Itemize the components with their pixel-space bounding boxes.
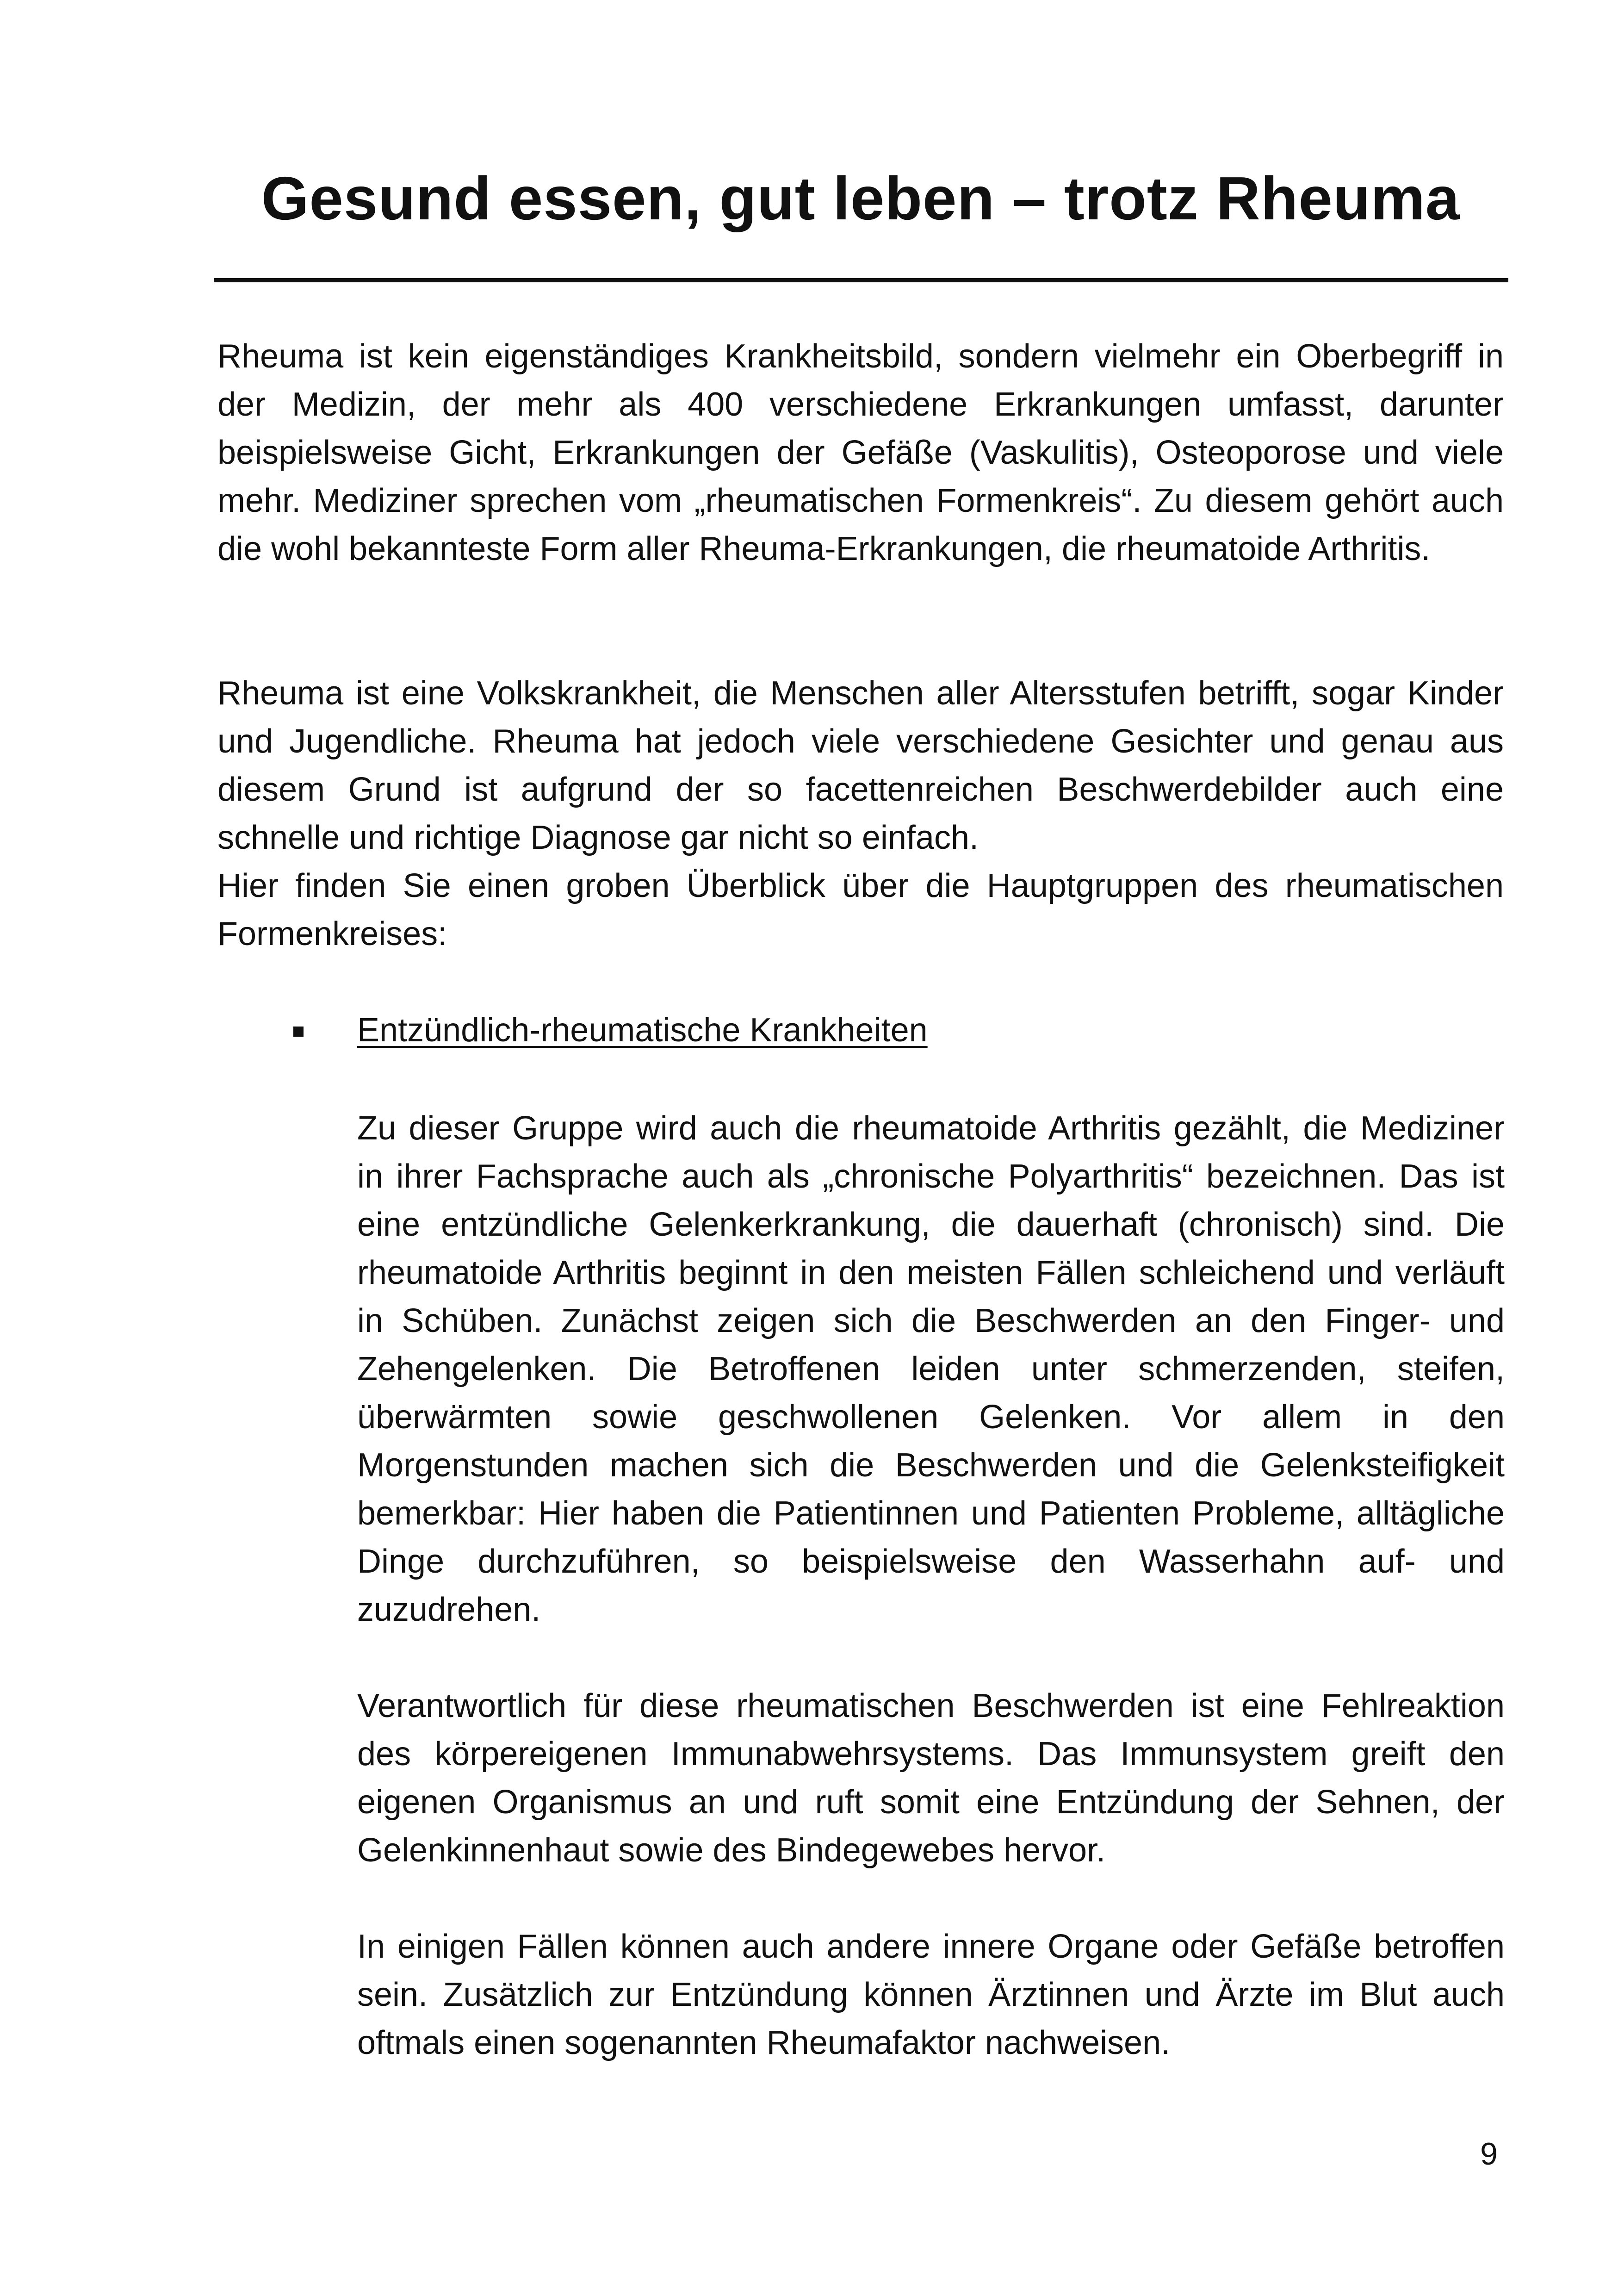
section-heading: Entzündlich-rheumatische Krankheiten bbox=[357, 1012, 928, 1049]
section-paragraph: Verantwortlich für diese rheumatischen Beschwerden ist eine Fehlreaktion des körpereigenen Immunabwehrsystems. Das Immunsystem greift den eigenen Organismus an und ruft somit eine Entzündung der Sehnen, der Gelenkinnenhaut sowie des Bindegewebes hervor. bbox=[357, 1687, 1505, 1869]
title-divider bbox=[214, 278, 1508, 282]
page-number: 9 bbox=[1480, 2136, 1498, 2172]
section-paragraph: Zu dieser Gruppe wird auch die rheumatoide Arthritis gezählt, die Mediziner in ihrer Fachsprache auch als „chronische Polyarthritis“ bezeichnen. Das ist eine entzündliche Gelenkerkrankung, die dauerhaft (chronisch) sind. Die rheumatoide Arthritis beginnt in den meisten Fällen schleichend und verläuft in Schüben. Zunächst zeigen sich die Beschwerden an den Finger- und Zehengelenken. Die Betroffenen leiden unter schmerzenden, steifen, überwärmten sowie geschwollenen Gelenken. Vor allem in den Morgenstunden machen sich die Beschwerden und die Gelenksteifigkeit bemerkbar: Hier haben die Patientinnen und Patienten Probleme, alltägliche Dinge durchzuführen, so beispielsweise den Wasserhahn auf- und zuzudrehen. bbox=[357, 1110, 1505, 1628]
body-paragraph: Rheuma ist eine Volkskrankheit, die Menschen aller Altersstufen betrifft, sogar Kinder und Jugendliche. Rheuma hat jedoch viele verschiedene Gesichter und genau aus diesem Grund ist aufgrund der so facettenreichen Beschwerdebilder auch eine schnelle und richtige Diagnose gar nicht so einfach. bbox=[217, 675, 1504, 856]
square-bullet-icon bbox=[293, 1027, 304, 1037]
body-paragraph: Hier finden Sie einen groben Überblick über die Hauptgruppen des rheumatischen Formenkreises: bbox=[217, 867, 1504, 952]
intro-paragraph: Rheuma ist kein eigenständiges Krankheitsbild, sondern vielmehr ein Oberbegriff in der Medizin, der mehr als 400 verschiedene Erkrankungen umfasst, darunter beispielsweise Gicht, Erkrankungen der Gefäße (Vaskulitis), Osteoporose und viele mehr. Mediziner sprechen vom „rheumatischen Formenkreis“. Zu diesem gehört auch die wohl bekannteste Form aller Rheuma-Erkrankungen, die rheumatoide Arthritis. bbox=[217, 338, 1504, 567]
page-title: Gesund essen, gut leben – trotz Rheuma bbox=[261, 164, 1460, 232]
section-paragraph: In einigen Fällen können auch andere innere Organe oder Gefäße betroffen sein. Zusätzlich zur Entzündung können Ärztinnen und Ärzte im Blut auch oftmals einen sogenannten Rheumafaktor nachweisen. bbox=[357, 1928, 1505, 2061]
